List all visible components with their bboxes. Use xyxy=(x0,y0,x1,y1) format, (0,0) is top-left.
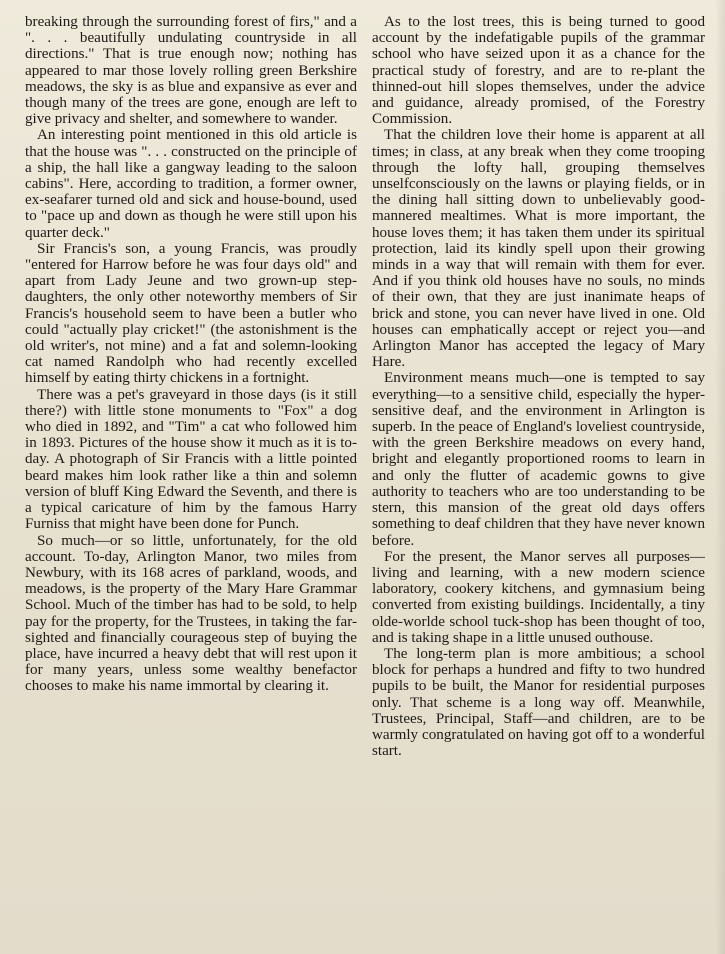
right-paragraph-5: The long-term plan is more ambitious; a school block for perhaps a hundred and fifty to two hundred pupils to be built, the Manor for residential purposes only. That scheme is a long way off. Meanwhile, Trustees, Principal, Staff—and children, are to be warmly congratulated on having got off to a wonderful start. xyxy=(372,645,705,760)
page-edge-shadow xyxy=(715,0,725,954)
right-paragraph-2: That the children love their home is apparent at all times; in class, at any break when they come trooping through the lofty hall, grouping themselves unselfconsciously on the lawns or playing fields, or in the dining hall sitting down to unbelievably good-mannered mealtimes. What is more important, the house loves them; it has taken them under its spiritual protection, laid its kindly spell upon their growing minds in a way that will remain with them for ever. And if you think old houses have no souls, no minds of their own, that they are just inanimate heaps of brick and stone, you can never have lived in one. Old houses can emphatically accept or reject you—and Arlington Manor has accepted the legacy of Mary Hare. xyxy=(372,127,705,371)
left-paragraph-3: Sir Francis's son, a young Francis, was proudly "entered for Harrow before he was four days old" and apart from Lady Jeune and two grown-up step-daughters, the only other noteworthy members of Sir Francis's household seem to have been a butler who could "actually play cricket!" (the astonishment is the old writer's, not mine) and a fat and solemn-looking cat named Randolph who had recently excelled himself by eating thirty chickens in a fortnight. xyxy=(25,240,357,387)
left-paragraph-5: So much—or so little, unfortunately, for the old account. To-day, Arlington Manor, two miles from Newbury, with its 168 acres of parkland, woods, and meadows, is the property of the Mary Hare Grammar School. Much of the timber has had to be sold, to help pay for the property, for the Trustees, in taking the far-sighted and financially courageous step of buying the place, have incurred a heavy debt that will rest upon it for many years, unless some wealthy benefactor chooses to make his name immortal by clearing it. xyxy=(25,532,357,695)
left-paragraph-4: There was a pet's graveyard in those days (is it still there?) with little stone monuments to "Fox" a dog who died in 1892, and "Tim" a cat who followed him in 1893. Pictures of the house show it much as it is to-day. A photograph of Sir Francis with a little pointed beard makes him look rather like a thin and solemn version of bluff King Edward the Seventh, and there is a typical caricature of him by the famous Harry Furniss that might have been done for Punch. xyxy=(25,386,357,533)
left-paragraph-2: An interesting point mentioned in this old article is that the house was ". . . constructed on the principle of a ship, the hall like a gangway leading to the saloon cabins". Here, according to tradition, a former owner, ex-seafarer turned old and sick and house-bound, used to "pace up and down as though he were still upon his quarter deck." xyxy=(25,127,357,241)
right-paragraph-1: As to the lost trees, this is being turned to good account by the indefatigable pupils of the grammar school who have seized upon it as a chance for the practical study of forestry, and are to re-plant the thinned-out hill slopes themselves, under the advice and guidance, already promised, of the Forestry Commission. xyxy=(372,14,705,128)
right-paragraph-3: Environment means much—one is tempted to say everything—to a sensitive child, especially the hyper-sensitive deaf, and the environment in Arlington is superb. In the peace of England's loveliest countryside, with the green Berkshire meadows on every hand, bright and elegantly proportioned rooms to learn in and only the flutter of academic gowns to give authority to teachers who are too understanding to be stern, this mansion of the great old days offers something to deaf children that they have never known before. xyxy=(372,370,705,549)
left-column xyxy=(25,14,357,940)
left-paragraph-1: breaking through the surrounding forest of firs," and a ". . . beautifully undulating countryside in all directions." That is true enough now; nothing has appeared to mar those lovely rolling green Berkshire meadows, the sky is as blue and expansive as ever and though many of the trees are gone, enough are left to give privacy and shelter, and somewhere to wander. xyxy=(25,14,357,128)
right-column xyxy=(372,14,705,940)
right-paragraph-4: For the present, the Manor serves all purposes—living and learning, with a new modern science laboratory, cookery kitchens, and gymnasium being converted from existing buildings. Incidentally, a tiny olde-worlde school tuck-shop has been thought of too, and is taking shape in a little unused outhouse. xyxy=(372,548,705,646)
